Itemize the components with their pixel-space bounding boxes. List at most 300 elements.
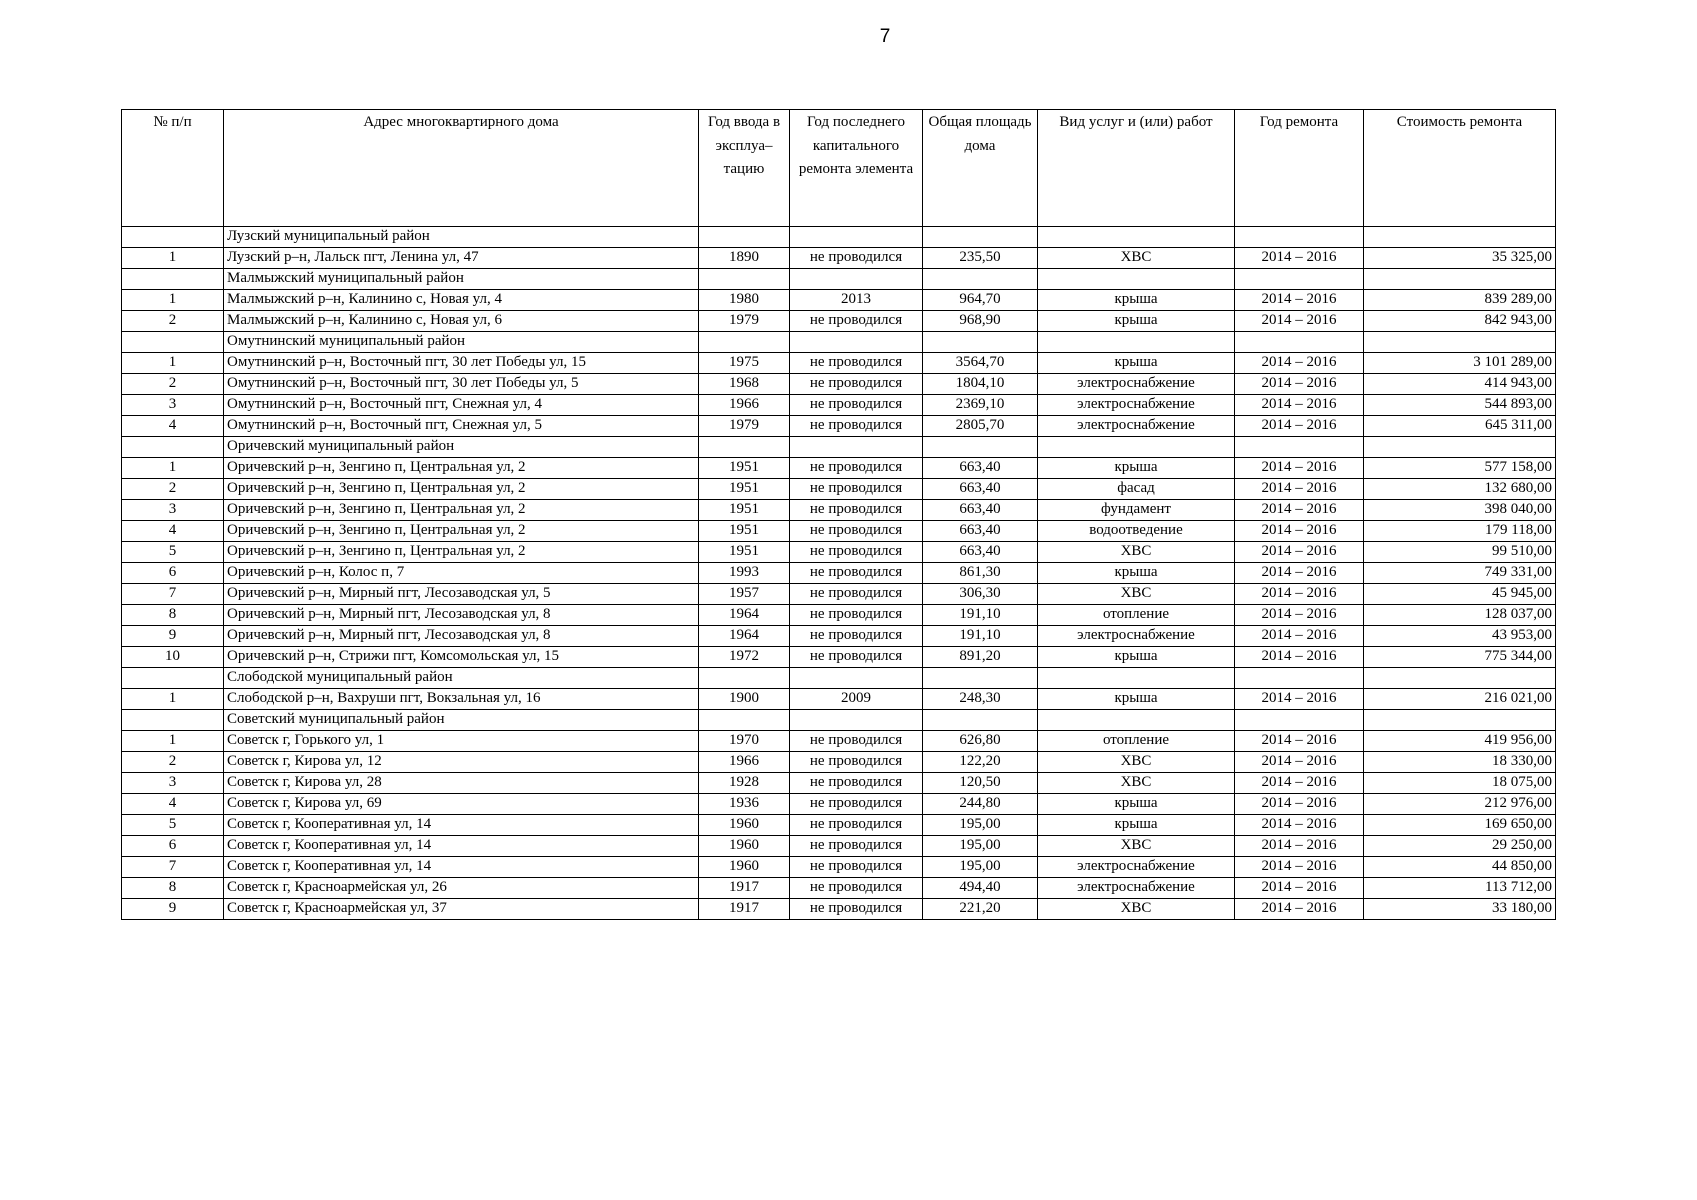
- last-repair-cell: не проводился: [790, 878, 923, 899]
- last-repair-cell: не проводился: [790, 521, 923, 542]
- year-built-cell: 1979: [699, 416, 790, 437]
- repair-years-cell: 2014 – 2016: [1235, 353, 1364, 374]
- repair-years-cell: 2014 – 2016: [1235, 857, 1364, 878]
- last-repair-cell: не проводился: [790, 458, 923, 479]
- table-row: [122, 521, 1556, 542]
- district-row: [122, 437, 1556, 458]
- year-built-cell: 1900: [699, 689, 790, 710]
- empty-cell: [1235, 332, 1364, 353]
- cost-cell: 132 680,00: [1364, 479, 1556, 500]
- district-name: Оричевский муниципальный район: [224, 437, 699, 458]
- empty-cell: [1364, 668, 1556, 689]
- cost-cell: 29 250,00: [1364, 836, 1556, 857]
- header-cell-cost: Стоимость ремонта: [1364, 110, 1556, 227]
- address-cell: Оричевский р–н, Колос п, 7: [224, 563, 699, 584]
- row-number-cell: 7: [122, 584, 224, 605]
- empty-cell: [122, 437, 224, 458]
- address-cell: Омутнинский р–н, Восточный пгт, Снежная ул, 4: [224, 395, 699, 416]
- cost-cell: 419 956,00: [1364, 731, 1556, 752]
- table-row: [122, 647, 1556, 668]
- year-built-cell: 1917: [699, 899, 790, 920]
- address-cell: Омутнинский р–н, Восточный пгт, Снежная ул, 5: [224, 416, 699, 437]
- repair-years-cell: 2014 – 2016: [1235, 731, 1364, 752]
- empty-cell: [1364, 227, 1556, 248]
- repair-register-table: [121, 109, 1556, 920]
- area-cell: 626,80: [923, 731, 1038, 752]
- year-built-cell: 1960: [699, 857, 790, 878]
- area-cell: 195,00: [923, 857, 1038, 878]
- table-row: [122, 899, 1556, 920]
- year-built-cell: 1964: [699, 605, 790, 626]
- district-row: [122, 332, 1556, 353]
- empty-cell: [790, 227, 923, 248]
- year-built-cell: 1928: [699, 773, 790, 794]
- empty-cell: [699, 668, 790, 689]
- area-cell: 195,00: [923, 815, 1038, 836]
- year-built-cell: 1951: [699, 542, 790, 563]
- cost-cell: 128 037,00: [1364, 605, 1556, 626]
- header-cell-repair-years: Год ремонта: [1235, 110, 1364, 227]
- row-number-cell: 4: [122, 794, 224, 815]
- last-repair-cell: не проводился: [790, 563, 923, 584]
- table-row: [122, 794, 1556, 815]
- year-built-cell: 1957: [699, 584, 790, 605]
- empty-cell: [1235, 437, 1364, 458]
- area-cell: 195,00: [923, 836, 1038, 857]
- district-name: Малмыжский муниципальный район: [224, 269, 699, 290]
- area-cell: 306,30: [923, 584, 1038, 605]
- table-row: [122, 353, 1556, 374]
- last-repair-cell: не проводился: [790, 416, 923, 437]
- last-repair-cell: не проводился: [790, 500, 923, 521]
- cost-cell: 577 158,00: [1364, 458, 1556, 479]
- address-cell: Малмыжский р–н, Калинино с, Новая ул, 4: [224, 290, 699, 311]
- repair-years-cell: 2014 – 2016: [1235, 794, 1364, 815]
- empty-cell: [122, 668, 224, 689]
- work-type-cell: фундамент: [1038, 500, 1235, 521]
- work-type-cell: ХВС: [1038, 542, 1235, 563]
- last-repair-cell: не проводился: [790, 542, 923, 563]
- row-number-cell: 1: [122, 689, 224, 710]
- page-number: 7: [879, 26, 891, 47]
- area-cell: 2805,70: [923, 416, 1038, 437]
- empty-cell: [1038, 710, 1235, 731]
- repair-years-cell: 2014 – 2016: [1235, 458, 1364, 479]
- work-type-cell: фасад: [1038, 479, 1235, 500]
- address-cell: Советск г, Кооперативная ул, 14: [224, 815, 699, 836]
- last-repair-cell: не проводился: [790, 248, 923, 269]
- empty-cell: [923, 269, 1038, 290]
- table-row: [122, 857, 1556, 878]
- row-number-cell: 9: [122, 899, 224, 920]
- row-number-cell: 9: [122, 626, 224, 647]
- row-number-cell: 8: [122, 605, 224, 626]
- repair-years-cell: 2014 – 2016: [1235, 584, 1364, 605]
- address-cell: Советск г, Красноармейская ул, 26: [224, 878, 699, 899]
- row-number-cell: 6: [122, 836, 224, 857]
- empty-cell: [1235, 668, 1364, 689]
- district-row: [122, 668, 1556, 689]
- row-number-cell: 5: [122, 815, 224, 836]
- address-cell: Оричевский р–н, Зенгино п, Центральная ул, 2: [224, 458, 699, 479]
- area-cell: 191,10: [923, 605, 1038, 626]
- work-type-cell: крыша: [1038, 311, 1235, 332]
- empty-cell: [790, 437, 923, 458]
- repair-years-cell: 2014 – 2016: [1235, 521, 1364, 542]
- row-number-cell: 3: [122, 395, 224, 416]
- year-built-cell: 1979: [699, 311, 790, 332]
- table-row: [122, 605, 1556, 626]
- area-cell: 3564,70: [923, 353, 1038, 374]
- table-row: [122, 416, 1556, 437]
- table-row: [122, 458, 1556, 479]
- address-cell: Оричевский р–н, Зенгино п, Центральная ул, 2: [224, 479, 699, 500]
- empty-cell: [1235, 227, 1364, 248]
- cost-cell: 99 510,00: [1364, 542, 1556, 563]
- empty-cell: [1364, 710, 1556, 731]
- area-cell: 2369,10: [923, 395, 1038, 416]
- work-type-cell: ХВС: [1038, 584, 1235, 605]
- work-type-cell: электроснабжение: [1038, 395, 1235, 416]
- empty-cell: [1364, 269, 1556, 290]
- area-cell: 968,90: [923, 311, 1038, 332]
- year-built-cell: 1960: [699, 836, 790, 857]
- empty-cell: [122, 227, 224, 248]
- empty-cell: [1038, 227, 1235, 248]
- last-repair-cell: не проводился: [790, 731, 923, 752]
- year-built-cell: 1951: [699, 458, 790, 479]
- last-repair-cell: не проводился: [790, 626, 923, 647]
- empty-cell: [1038, 269, 1235, 290]
- repair-years-cell: 2014 – 2016: [1235, 689, 1364, 710]
- year-built-cell: 1964: [699, 626, 790, 647]
- repair-years-cell: 2014 – 2016: [1235, 500, 1364, 521]
- table-row: [122, 563, 1556, 584]
- area-cell: 663,40: [923, 521, 1038, 542]
- last-repair-cell: не проводился: [790, 584, 923, 605]
- address-cell: Оричевский р–н, Зенгино п, Центральная ул, 2: [224, 542, 699, 563]
- work-type-cell: крыша: [1038, 647, 1235, 668]
- repair-years-cell: 2014 – 2016: [1235, 479, 1364, 500]
- empty-cell: [923, 227, 1038, 248]
- empty-cell: [122, 269, 224, 290]
- table-row: [122, 374, 1556, 395]
- last-repair-cell: не проводился: [790, 752, 923, 773]
- year-built-cell: 1917: [699, 878, 790, 899]
- empty-cell: [699, 437, 790, 458]
- header-cell-last-repair: Год последнего капитального ремонта элемента: [790, 110, 923, 227]
- cost-cell: 35 325,00: [1364, 248, 1556, 269]
- cost-cell: 18 075,00: [1364, 773, 1556, 794]
- row-number-cell: 4: [122, 521, 224, 542]
- table-row: [122, 479, 1556, 500]
- row-number-cell: 2: [122, 374, 224, 395]
- district-row: [122, 269, 1556, 290]
- last-repair-cell: не проводился: [790, 773, 923, 794]
- table-row: [122, 815, 1556, 836]
- address-cell: Слободской р–н, Вахруши пгт, Вокзальная ул, 16: [224, 689, 699, 710]
- empty-cell: [1235, 269, 1364, 290]
- work-type-cell: электроснабжение: [1038, 878, 1235, 899]
- header-cell-work-type: Вид услуг и (или) работ: [1038, 110, 1235, 227]
- repair-years-cell: 2014 – 2016: [1235, 290, 1364, 311]
- repair-years-cell: 2014 – 2016: [1235, 773, 1364, 794]
- last-repair-cell: не проводился: [790, 479, 923, 500]
- last-repair-cell: не проводился: [790, 815, 923, 836]
- area-cell: 221,20: [923, 899, 1038, 920]
- empty-cell: [790, 332, 923, 353]
- empty-cell: [699, 332, 790, 353]
- row-number-cell: 1: [122, 290, 224, 311]
- row-number-cell: 6: [122, 563, 224, 584]
- repair-years-cell: 2014 – 2016: [1235, 815, 1364, 836]
- table-row: [122, 773, 1556, 794]
- cost-cell: 645 311,00: [1364, 416, 1556, 437]
- empty-cell: [1364, 437, 1556, 458]
- empty-cell: [122, 332, 224, 353]
- empty-cell: [1038, 668, 1235, 689]
- last-repair-cell: не проводился: [790, 836, 923, 857]
- address-cell: Оричевский р–н, Мирный пгт, Лесозаводская ул, 8: [224, 626, 699, 647]
- table-row: [122, 878, 1556, 899]
- district-name: Слободской муниципальный район: [224, 668, 699, 689]
- row-number-cell: 8: [122, 878, 224, 899]
- work-type-cell: ХВС: [1038, 248, 1235, 269]
- cost-cell: 842 943,00: [1364, 311, 1556, 332]
- work-type-cell: крыша: [1038, 290, 1235, 311]
- repair-years-cell: 2014 – 2016: [1235, 626, 1364, 647]
- row-number-cell: 1: [122, 731, 224, 752]
- empty-cell: [923, 332, 1038, 353]
- work-type-cell: электроснабжение: [1038, 374, 1235, 395]
- address-cell: Оричевский р–н, Мирный пгт, Лесозаводская ул, 8: [224, 605, 699, 626]
- cost-cell: 775 344,00: [1364, 647, 1556, 668]
- table-row: [122, 584, 1556, 605]
- row-number-cell: 1: [122, 248, 224, 269]
- last-repair-cell: не проводился: [790, 374, 923, 395]
- repair-years-cell: 2014 – 2016: [1235, 395, 1364, 416]
- district-name: Советский муниципальный район: [224, 710, 699, 731]
- table-row: [122, 311, 1556, 332]
- cost-cell: 398 040,00: [1364, 500, 1556, 521]
- address-cell: Советск г, Кооперативная ул, 14: [224, 836, 699, 857]
- header-cell-area: Общая площадь дома: [923, 110, 1038, 227]
- header-cell-address: Адрес многоквартирного дома: [224, 110, 699, 227]
- last-repair-cell: 2013: [790, 290, 923, 311]
- empty-cell: [699, 227, 790, 248]
- work-type-cell: ХВС: [1038, 773, 1235, 794]
- address-cell: Оричевский р–н, Зенгино п, Центральная ул, 2: [224, 500, 699, 521]
- table-row: [122, 731, 1556, 752]
- row-number-cell: 1: [122, 353, 224, 374]
- work-type-cell: ХВС: [1038, 899, 1235, 920]
- work-type-cell: крыша: [1038, 458, 1235, 479]
- empty-cell: [790, 269, 923, 290]
- area-cell: 191,10: [923, 626, 1038, 647]
- empty-cell: [790, 710, 923, 731]
- work-type-cell: водоотведение: [1038, 521, 1235, 542]
- repair-years-cell: 2014 – 2016: [1235, 416, 1364, 437]
- year-built-cell: 1972: [699, 647, 790, 668]
- address-cell: Советск г, Кирова ул, 28: [224, 773, 699, 794]
- repair-years-cell: 2014 – 2016: [1235, 311, 1364, 332]
- address-cell: Оричевский р–н, Мирный пгт, Лесозаводская ул, 5: [224, 584, 699, 605]
- work-type-cell: крыша: [1038, 815, 1235, 836]
- area-cell: 494,40: [923, 878, 1038, 899]
- repair-years-cell: 2014 – 2016: [1235, 374, 1364, 395]
- area-cell: 861,30: [923, 563, 1038, 584]
- year-built-cell: 1993: [699, 563, 790, 584]
- repair-years-cell: 2014 – 2016: [1235, 605, 1364, 626]
- address-cell: Оричевский р–н, Стрижи пгт, Комсомольская ул, 15: [224, 647, 699, 668]
- repair-years-cell: 2014 – 2016: [1235, 563, 1364, 584]
- table-row: [122, 542, 1556, 563]
- address-cell: Омутнинский р–н, Восточный пгт, 30 лет Победы ул, 15: [224, 353, 699, 374]
- district-row: [122, 227, 1556, 248]
- district-row: [122, 710, 1556, 731]
- address-cell: Оричевский р–н, Зенгино п, Центральная ул, 2: [224, 521, 699, 542]
- year-built-cell: 1890: [699, 248, 790, 269]
- empty-cell: [122, 710, 224, 731]
- last-repair-cell: не проводился: [790, 311, 923, 332]
- last-repair-cell: не проводился: [790, 605, 923, 626]
- repair-years-cell: 2014 – 2016: [1235, 647, 1364, 668]
- area-cell: 1804,10: [923, 374, 1038, 395]
- cost-cell: 179 118,00: [1364, 521, 1556, 542]
- last-repair-cell: не проводился: [790, 794, 923, 815]
- address-cell: Омутнинский р–н, Восточный пгт, 30 лет Победы ул, 5: [224, 374, 699, 395]
- empty-cell: [1364, 332, 1556, 353]
- work-type-cell: электроснабжение: [1038, 416, 1235, 437]
- row-number-cell: 3: [122, 500, 224, 521]
- repair-years-cell: 2014 – 2016: [1235, 836, 1364, 857]
- empty-cell: [923, 710, 1038, 731]
- table-row: [122, 689, 1556, 710]
- year-built-cell: 1951: [699, 479, 790, 500]
- repair-years-cell: 2014 – 2016: [1235, 878, 1364, 899]
- area-cell: 235,50: [923, 248, 1038, 269]
- last-repair-cell: не проводился: [790, 857, 923, 878]
- empty-cell: [790, 668, 923, 689]
- area-cell: 122,20: [923, 752, 1038, 773]
- address-cell: Советск г, Кирова ул, 69: [224, 794, 699, 815]
- cost-cell: 414 943,00: [1364, 374, 1556, 395]
- work-type-cell: электроснабжение: [1038, 857, 1235, 878]
- repair-years-cell: 2014 – 2016: [1235, 542, 1364, 563]
- cost-cell: 749 331,00: [1364, 563, 1556, 584]
- empty-cell: [923, 437, 1038, 458]
- year-built-cell: 1975: [699, 353, 790, 374]
- cost-cell: 212 976,00: [1364, 794, 1556, 815]
- row-number-cell: 2: [122, 311, 224, 332]
- work-type-cell: ХВС: [1038, 836, 1235, 857]
- table-row: [122, 836, 1556, 857]
- year-built-cell: 1936: [699, 794, 790, 815]
- last-repair-cell: не проводился: [790, 395, 923, 416]
- empty-cell: [699, 710, 790, 731]
- year-built-cell: 1966: [699, 752, 790, 773]
- empty-cell: [1235, 710, 1364, 731]
- area-cell: 120,50: [923, 773, 1038, 794]
- cost-cell: 44 850,00: [1364, 857, 1556, 878]
- table-row: [122, 248, 1556, 269]
- area-cell: 663,40: [923, 542, 1038, 563]
- year-built-cell: 1960: [699, 815, 790, 836]
- cost-cell: 169 650,00: [1364, 815, 1556, 836]
- table-row: [122, 395, 1556, 416]
- repair-years-cell: 2014 – 2016: [1235, 752, 1364, 773]
- cost-cell: 113 712,00: [1364, 878, 1556, 899]
- address-cell: Советск г, Кирова ул, 12: [224, 752, 699, 773]
- cost-cell: 33 180,00: [1364, 899, 1556, 920]
- work-type-cell: ХВС: [1038, 752, 1235, 773]
- work-type-cell: электроснабжение: [1038, 626, 1235, 647]
- work-type-cell: крыша: [1038, 353, 1235, 374]
- area-cell: 891,20: [923, 647, 1038, 668]
- cost-cell: 216 021,00: [1364, 689, 1556, 710]
- row-number-cell: 4: [122, 416, 224, 437]
- table-row: [122, 290, 1556, 311]
- address-cell: Лузский р–н, Лальск пгт, Ленина ул, 47: [224, 248, 699, 269]
- header-cell-number: № п/п: [122, 110, 224, 227]
- cost-cell: 839 289,00: [1364, 290, 1556, 311]
- table-row: [122, 500, 1556, 521]
- address-cell: Советск г, Кооперативная ул, 14: [224, 857, 699, 878]
- work-type-cell: отопление: [1038, 605, 1235, 626]
- year-built-cell: 1966: [699, 395, 790, 416]
- district-name: Лузский муниципальный район: [224, 227, 699, 248]
- row-number-cell: 5: [122, 542, 224, 563]
- cost-cell: 3 101 289,00: [1364, 353, 1556, 374]
- cost-cell: 544 893,00: [1364, 395, 1556, 416]
- row-number-cell: 2: [122, 479, 224, 500]
- row-number-cell: 1: [122, 458, 224, 479]
- work-type-cell: крыша: [1038, 563, 1235, 584]
- repair-years-cell: 2014 – 2016: [1235, 899, 1364, 920]
- cost-cell: 45 945,00: [1364, 584, 1556, 605]
- year-built-cell: 1951: [699, 521, 790, 542]
- table-header-row: [122, 110, 1556, 227]
- year-built-cell: 1951: [699, 500, 790, 521]
- year-built-cell: 1980: [699, 290, 790, 311]
- empty-cell: [1038, 332, 1235, 353]
- address-cell: Советск г, Красноармейская ул, 37: [224, 899, 699, 920]
- cost-cell: 43 953,00: [1364, 626, 1556, 647]
- repair-years-cell: 2014 – 2016: [1235, 248, 1364, 269]
- row-number-cell: 3: [122, 773, 224, 794]
- last-repair-cell: не проводился: [790, 647, 923, 668]
- year-built-cell: 1970: [699, 731, 790, 752]
- table-row: [122, 626, 1556, 647]
- area-cell: 244,80: [923, 794, 1038, 815]
- area-cell: 663,40: [923, 458, 1038, 479]
- last-repair-cell: 2009: [790, 689, 923, 710]
- address-cell: Советск г, Горького ул, 1: [224, 731, 699, 752]
- row-number-cell: 10: [122, 647, 224, 668]
- empty-cell: [1038, 437, 1235, 458]
- cost-cell: 18 330,00: [1364, 752, 1556, 773]
- work-type-cell: отопление: [1038, 731, 1235, 752]
- year-built-cell: 1968: [699, 374, 790, 395]
- empty-cell: [923, 668, 1038, 689]
- table-body: [122, 227, 1556, 920]
- last-repair-cell: не проводился: [790, 353, 923, 374]
- work-type-cell: крыша: [1038, 689, 1235, 710]
- row-number-cell: 2: [122, 752, 224, 773]
- area-cell: 663,40: [923, 500, 1038, 521]
- work-type-cell: крыша: [1038, 794, 1235, 815]
- table-row: [122, 752, 1556, 773]
